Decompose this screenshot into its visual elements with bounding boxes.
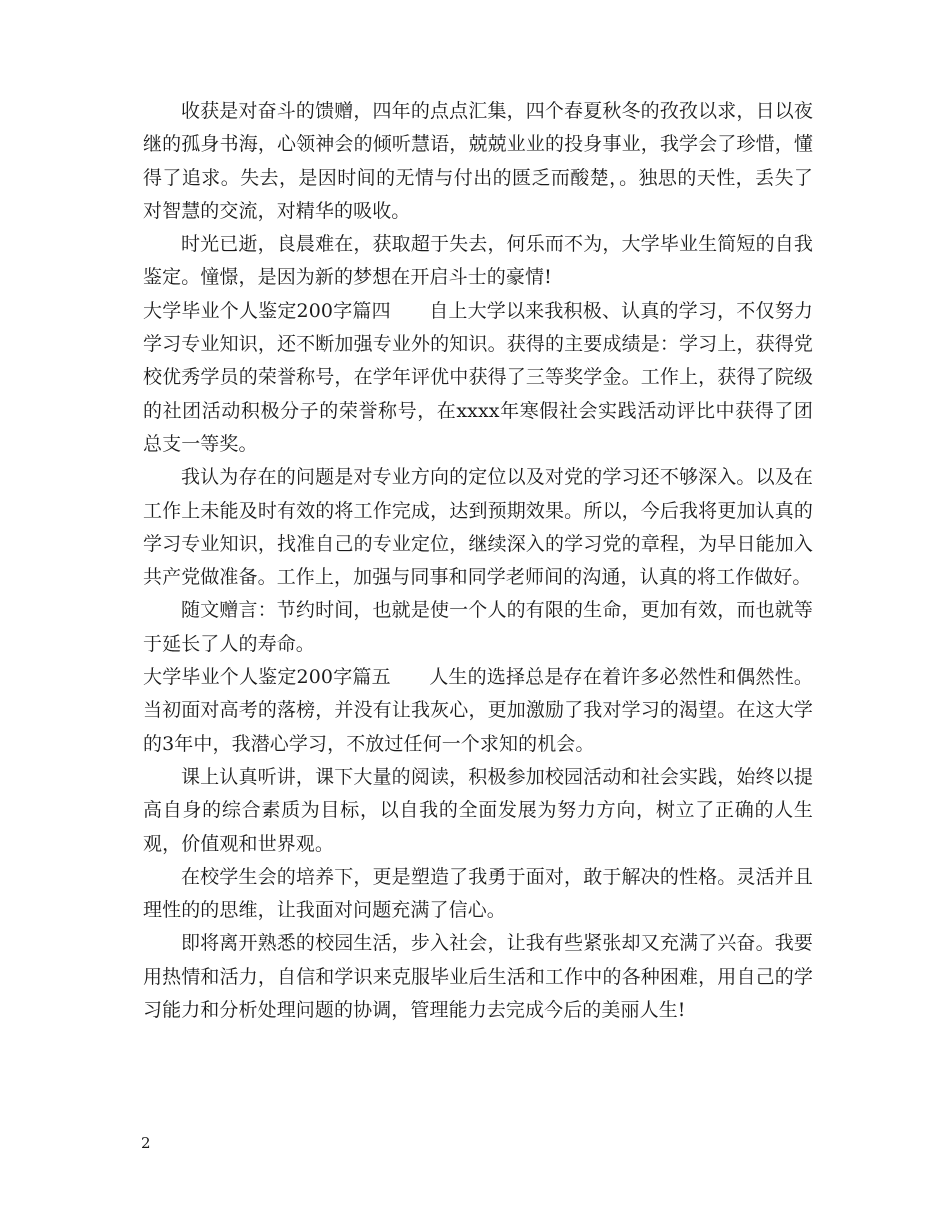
- paragraph-parting-words: 随文赠言：节约时间，也就是使一个人的有限的生命，更加有效，而也就等于延长了人的寿命。: [143, 599, 813, 655]
- paragraph-leaving-campus: 即将离开熟悉的校园生活，步入社会，让我有些紧张却又充满了兴奋。我要用热情和活力，自信和学识来克服毕业后生活和工作中的各种困难，用自己的学习能力和分析处理问题的协调，管理能力去完成今后的美丽人生!: [143, 932, 813, 1022]
- page-number: 2: [141, 1134, 151, 1152]
- document-body: [143, 95, 813, 1027]
- paragraph-harvest: 收获是对奋斗的馈赠，四年的点点汇集，四个春夏秋冬的孜孜以求，日以夜继的孤身书海，心领神会的倾听慧语，兢兢业业的投身事业，我学会了珍惜，懂得了追求。失去，是因时间的无情与付出的匮乏而酸楚，。独思的天性，丢失了对智慧的交流，对精华的吸收。: [143, 100, 813, 222]
- paragraph-section-four: 大学毕业个人鉴定200字篇四 自上大学以来我积极、认真的学习，不仅努力学习专业知识，还不断加强专业外的知识。获得的主要成绩是：学习上，获得党校优秀学员的荣誉称号，在学年评优中获得了三等奖学金。工作上，获得了院级的社团活动积极分子的荣誉称号，在xxxx年寒假社会实践活动评比中获得了团总支一等奖。: [143, 299, 813, 455]
- paragraph-problems: 我认为存在的问题是对专业方向的定位以及对党的学习还不够深入。以及在工作上未能及时有效的将工作完成，达到预期效果。所以，今后我将更加认真的学习专业知识，找准自己的专业定位，继续深入的学习党的章程，为早日能加入共产党做准备。工作上，加强与同事和同学老师间的沟通，认真的将工作做好。: [143, 466, 813, 589]
- paragraph-time-passed: 时光已逝，良晨难在，获取超于失去，何乐而不为，大学毕业生简短的自我鉴定。憧憬，是因为新的梦想在开启斗士的豪情!: [143, 233, 813, 289]
- paragraph-classes: 课上认真听讲，课下大量的阅读，积极参加校园活动和社会实践，始终以提高自身的综合素质为目标，以自我的全面发展为努力方向，树立了正确的人生观，价值观和世界观。: [143, 765, 813, 855]
- paragraph-student-union: 在校学生会的培养下，更是塑造了我勇于面对，敢于解决的性格。灵活并且理性的的思维，让我面对问题充满了信心。: [143, 865, 813, 922]
- paragraph-section-five: 大学毕业个人鉴定200字篇五 人生的选择总是存在着许多必然性和偶然性。当初面对高考的落榜，并没有让我灰心，更加激励了我对学习的渴望。在这大学的3年中，我潜心学习，不放过任何一个求知的机会。: [143, 666, 813, 755]
